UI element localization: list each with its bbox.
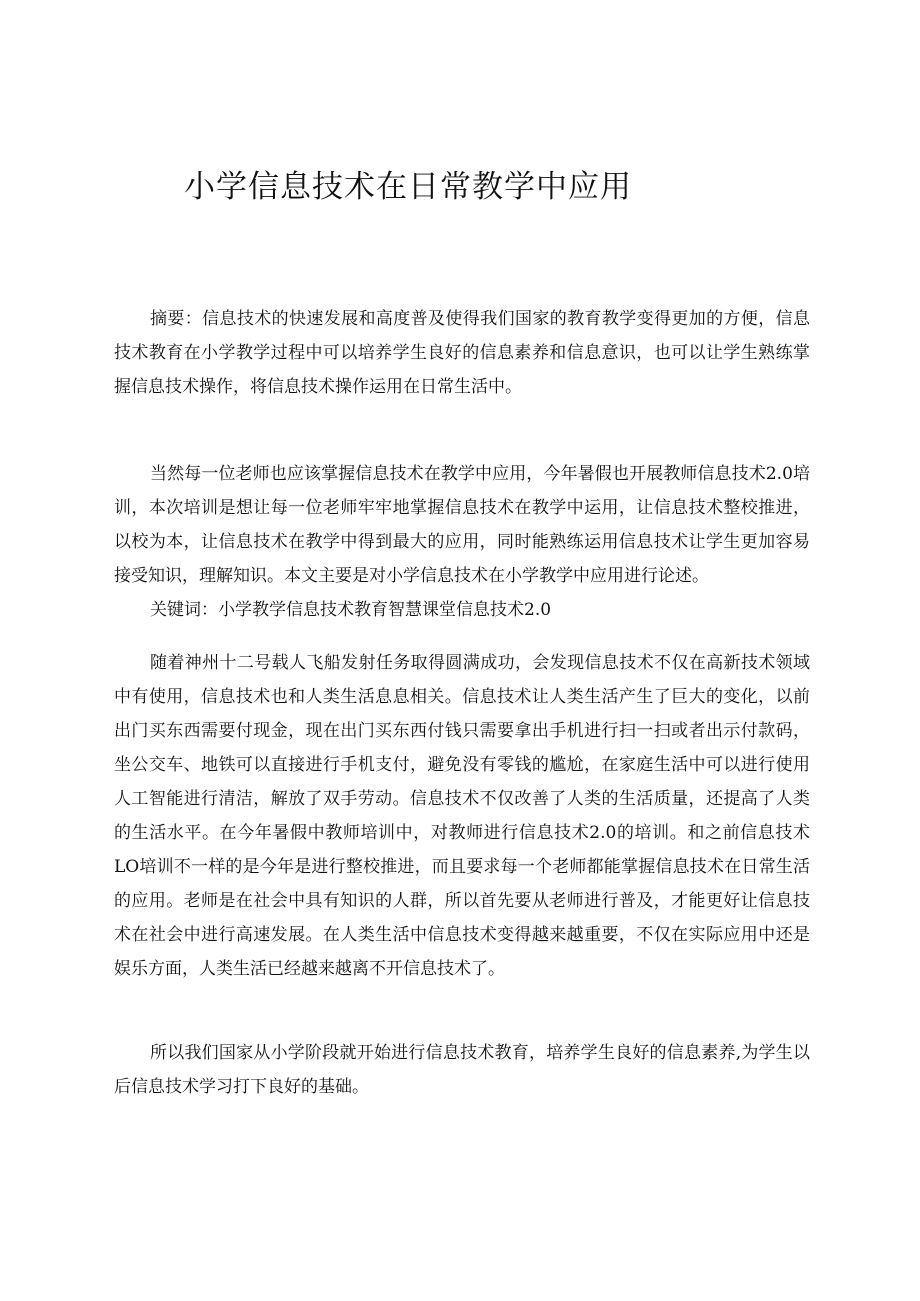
body-paragraph: 随着神州十二号载人飞船发射任务取得圆满成功，会发现信息技术不仅在高新技术领域中有使用，信息技术也和人类生活息息相关。信息技术让人类生活产生了巨大的变化，以前出门买东西需要付现金，现在出门买东西付钱只需要拿出手机进行扫一扫或者出示付款码，坐公交车、地铁可以直接进行手机支付，避免没有零钱的尴尬，在家庭生活中可以进行使用人工智能进行清洁，解放了双手劳动。信息技术不仅改善了人类的生活质量，还提高了人类的生活水平。在今年暑假中教师培训中，对教师进行信息技术2.0的培训。和之前信息技术LO培训不一样的是今年是进行整校推进，而且要求每一个老师都能掌握信息技术在日常生活的应用。老师是在社会中具有知识的人群，所以首先要从老师进行普及，才能更好让信息技术在社会中进行高速发展。在人类生活中信息技术变得越来越重要，不仅在实际应用中还是娱乐方面，人类生活已经越来越离不开信息技术了。 [114,653,810,979]
closing-paragraph: 所以我们国家从小学阶段就开始进行信息技术教育，培养学生良好的信息素养,为学生以后信息技术学习打下良好的基础。 [114,1043,810,1097]
document-title: 小学信息技术在日常教学中应用 [184,169,632,205]
keywords-paragraph: 关键词：小学教学信息技术教育智慧课堂信息技术2.0 [150,600,552,620]
abstract-paragraph: 摘要：信息技术的快速发展和高度普及使得我们国家的教育教学变得更加的方便，信息技术教育在小学教学过程中可以培养学生良好的信息素养和信息意识，也可以让学生熟练掌握信息技术操作，将信息技术操作运用在日常生活中。 [114,309,810,397]
intro-paragraph: 当然每一位老师也应该掌握信息技术在教学中应用，今年暑假也开展教师信息技术2.0培训，本次培训是想让每一位老师牢牢地掌握信息技术在教学中运用，让信息技术整校推进，以校为本，让信息技术在教学中得到最大的应用，同时能熟练运用信息技术让学生更加容易接受知识，理解知识。本文主要是对小学信息技术在小学教学中应用进行论述。 [114,464,810,586]
